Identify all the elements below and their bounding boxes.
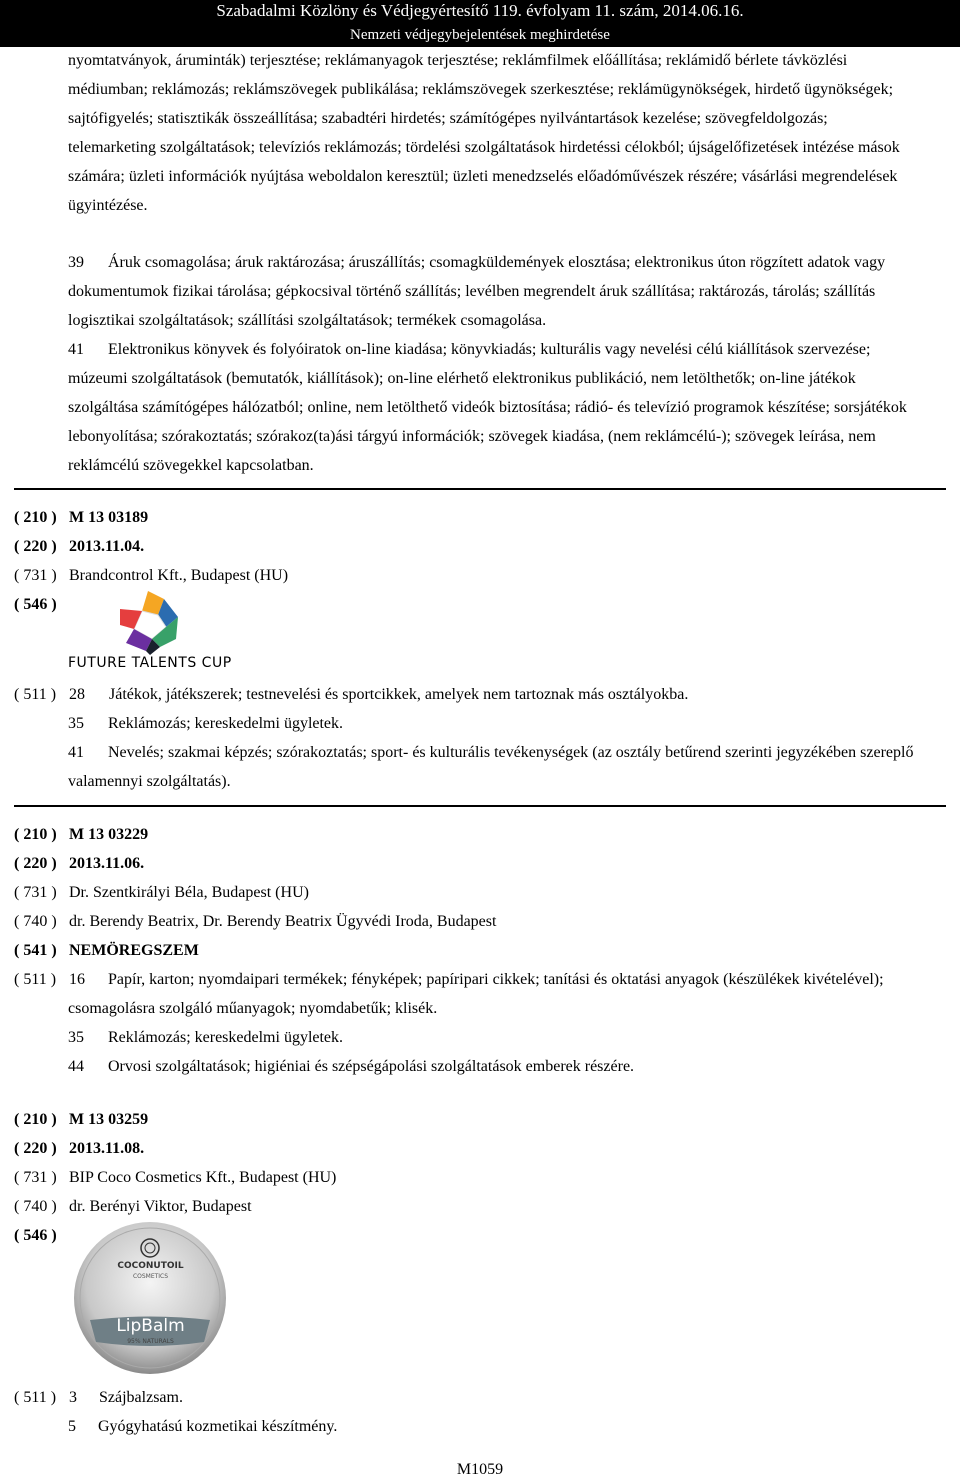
logo-sub: COSMETICS: [132, 1273, 169, 1280]
entry3-740: ( 740 ) dr. Berényi Viktor, Budapest: [14, 1198, 252, 1215]
entry1-220: ( 220 ) 2013.11.04.: [14, 538, 145, 555]
entry2-210: ( 210 ) M 13 03229: [14, 826, 149, 843]
section-title: Nemzeti védjegybejelentések meghirdetése: [350, 27, 610, 43]
lipbalm-logo: [68, 1218, 233, 1378]
logo-brand: COCONUTOIL: [117, 1261, 184, 1271]
entry1-class-41: 41 Nevelés; szakmai képzés; szórakoztatás; sport- és kulturális tevékenységek (az osztály betűrend szerinti jegyzékében szereplő valamennyi szolgáltatás).: [68, 744, 914, 790]
entry2-731: ( 731 ) Dr. Szentkirályi Béla, Budapest (HU): [14, 884, 309, 901]
entry3-511: ( 511 ) 3 Szájbalzsam.: [14, 1389, 183, 1406]
future-talents-logo: [68, 587, 238, 677]
intro-class-39: 39 Áruk csomagolása; áruk raktározása; áruszállítás; csomagküldemények elosztása; elektronikus úton rögzített adatok vagy dokumentumok fizikai tárolása; gépkocsival történő szállítás; levélben megrendelt áruk szállítása; raktározás, tárolás; szállítás logisztikai szolgáltatások; szállítási szolgáltatások; termékek csomagolása.: [68, 254, 886, 329]
entry1-546: ( 546 ): [14, 596, 57, 613]
entry3-731: ( 731 ) BIP Coco Cosmetics Kft., Budapest (HU): [14, 1169, 337, 1186]
entry3-546: ( 546 ): [14, 1227, 57, 1244]
separator-rule: [14, 488, 946, 490]
page-number: M1059: [456, 1461, 504, 1478]
page-header: [0, 0, 960, 47]
entry3-220: ( 220 ) 2013.11.08.: [14, 1140, 145, 1157]
entry1-class-35: 35 Reklámozás; kereskedelmi ügyletek.: [68, 715, 344, 732]
entry1-511: ( 511 ) 28 Játékok, játékszerek; testnevelési és sportcikkek, amelyek nem tartoznak más osztályokba.: [14, 686, 689, 703]
separator-rule: [14, 805, 946, 807]
entry2-class-44: 44 Orvosi szolgáltatások; higiéniai és szépségápolási szolgáltatások emberek részére.: [68, 1058, 635, 1075]
logo-product-name: LipBalm: [116, 1316, 185, 1336]
entry1-210: ( 210 ) M 13 03189: [14, 509, 149, 526]
entry2-740: ( 740 ) dr. Berendy Beatrix, Dr. Berendy Beatrix Ügyvédi Iroda, Budapest: [14, 913, 497, 930]
logo-wordmark: FUTURE TALENTS CUP: [68, 655, 232, 671]
entry2-511: ( 511 ) 16: [14, 971, 85, 988]
entry1-731: ( 731 ) Brandcontrol Kft., Budapest (HU): [14, 567, 289, 584]
entry2-class-35: 35 Reklámozás; kereskedelmi ügyletek.: [68, 1029, 344, 1046]
logo-natural: 95% NATURALS: [127, 1338, 174, 1345]
entry2-class-16: Papír, karton; nyomdaipari termékek; fényképek; papíripari cikkek; tanítási és oktatási anyagok (készülékek kivételével); csomagolásra szolgáló műanyagok; nyomdabetűk; klisék.: [68, 971, 884, 1017]
entry3-class-5: 5 Gyógyhatású kozmetikai készítmény.: [68, 1418, 338, 1435]
entry2-220: ( 220 ) 2013.11.06.: [14, 855, 145, 872]
intro-class-41: 41 Elektronikus könyvek és folyóiratok on-line kiadása; könyvkiadás; kulturális vagy nevelési célú kiállítások szervezése; múzeumi szolgáltatások (bemutatók, kiállítások); on-line elérhető elektronikus publikáció, nem letölthetők; on-line játékok szolgáltása számítógépes hálózatból; online, nem letölthető videók biztosítása; rádió- és televízió programok készítése; sorsjátékok lebonyolítása; szórakoztatás; szórakoz(ta)ási tárgyú információk; szövegek kiadása, (nem reklámcélú-); szövegek leírása, nem reklámcélú szövegekkel kapcsolatban.: [68, 341, 907, 474]
intro-paragraph: nyomtatványok, áruminták) terjesztése; reklámanyagok terjesztése; reklámfilmek előállítása; reklámidő bérlete távközlési médiumban; reklámozás; reklámszövegek publikálása; reklámszövegek szerkesztése; reklámügynökségek, hirdető ügynökségek; sajtófigyelés; statisztikák összeállítása; szabadtéri hirdetés; számítógépes nyilvántartások kezelése; szövegfeldolgozás; telemarketing szolgáltatások; televíziós reklámozás; tördelési szolgáltatások hirdetéssi célokból; újságelőfizetések intézése mások számára; üzleti információk nyújtása weboldalon keresztül; üzleti menedzselés előadóművészek részére; vásárlási megrendelések ügyintézése.: [68, 52, 900, 214]
tin-lid-icon: [68, 1218, 233, 1378]
entry3-210: ( 210 ) M 13 03259: [14, 1111, 149, 1128]
entry2-541: ( 541 ) NEMÖREGSZEM: [14, 942, 199, 959]
journal-title: Szabadalmi Közlöny és Védjegyértesítő 119. évfolyam 11. szám, 2014.06.16.: [216, 1, 744, 20]
